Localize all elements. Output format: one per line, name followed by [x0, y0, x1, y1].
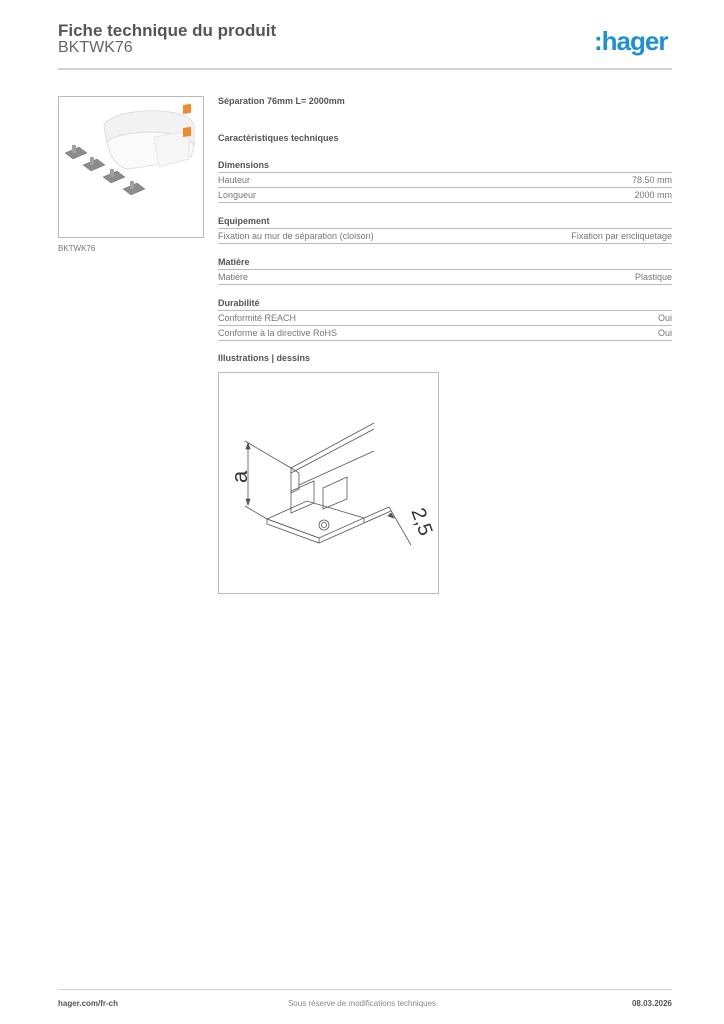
spec-group-dimensions	[218, 160, 672, 203]
product-headline: Séparation 76mm L= 2000mm	[218, 96, 345, 106]
spec-group-title: Equipement	[218, 216, 672, 229]
spec-label: Fixation au mur de séparation (cloison)	[218, 231, 374, 241]
spec-value: Oui	[657, 328, 672, 338]
spec-label: Conforme à la directive RoHS	[218, 328, 338, 338]
specs-panel	[218, 96, 672, 354]
product-image	[58, 96, 204, 238]
product-image-caption: BKTWK76	[58, 244, 96, 253]
spec-label: Hauteur	[218, 175, 251, 185]
svg-text:a: a	[227, 470, 252, 483]
footer-website-link[interactable]: hager.com/fr-ch	[58, 999, 119, 1008]
footer-divider	[58, 989, 672, 990]
page-title: Fiche technique du produit	[58, 21, 277, 40]
spec-row	[218, 229, 672, 244]
spec-label: Matière	[218, 272, 249, 282]
spec-row	[218, 188, 672, 203]
specs-section-title: Caractéristiques techniques	[218, 133, 339, 143]
spec-row	[218, 311, 672, 326]
spec-group-title: Matière	[218, 257, 672, 270]
svg-text:2,5: 2,5	[406, 505, 437, 539]
spec-group-matiere	[218, 257, 672, 285]
spec-value: Plastique	[634, 272, 672, 282]
dimension-drawing-icon	[219, 373, 438, 593]
spec-row	[218, 270, 672, 285]
spec-label: Longueur	[218, 190, 257, 200]
spec-row	[218, 173, 672, 188]
footer-date: 08.03.2026	[631, 999, 672, 1008]
illustrations-title: Illustrations | dessins	[218, 353, 311, 363]
spec-group-equipement	[218, 216, 672, 244]
spec-group-title: Dimensions	[218, 160, 672, 173]
hager-logo: :hager	[594, 26, 668, 56]
footer-notice: Sous réserve de modifications techniques	[287, 999, 437, 1008]
header-divider	[58, 68, 672, 70]
spec-value: 2000 mm	[634, 190, 672, 200]
product-code: BKTWK76	[58, 39, 133, 56]
spec-group-title: Durabilité	[218, 298, 672, 311]
technical-drawing	[218, 372, 439, 594]
spec-label: Conformité REACH	[218, 313, 297, 323]
spec-value: 78.50 mm	[631, 175, 672, 185]
spec-row	[218, 326, 672, 341]
spec-value: Oui	[657, 313, 672, 323]
spec-group-durabilite	[218, 298, 672, 341]
spec-value: Fixation par encliquetage	[571, 231, 672, 241]
product-photo-icon	[59, 97, 203, 237]
